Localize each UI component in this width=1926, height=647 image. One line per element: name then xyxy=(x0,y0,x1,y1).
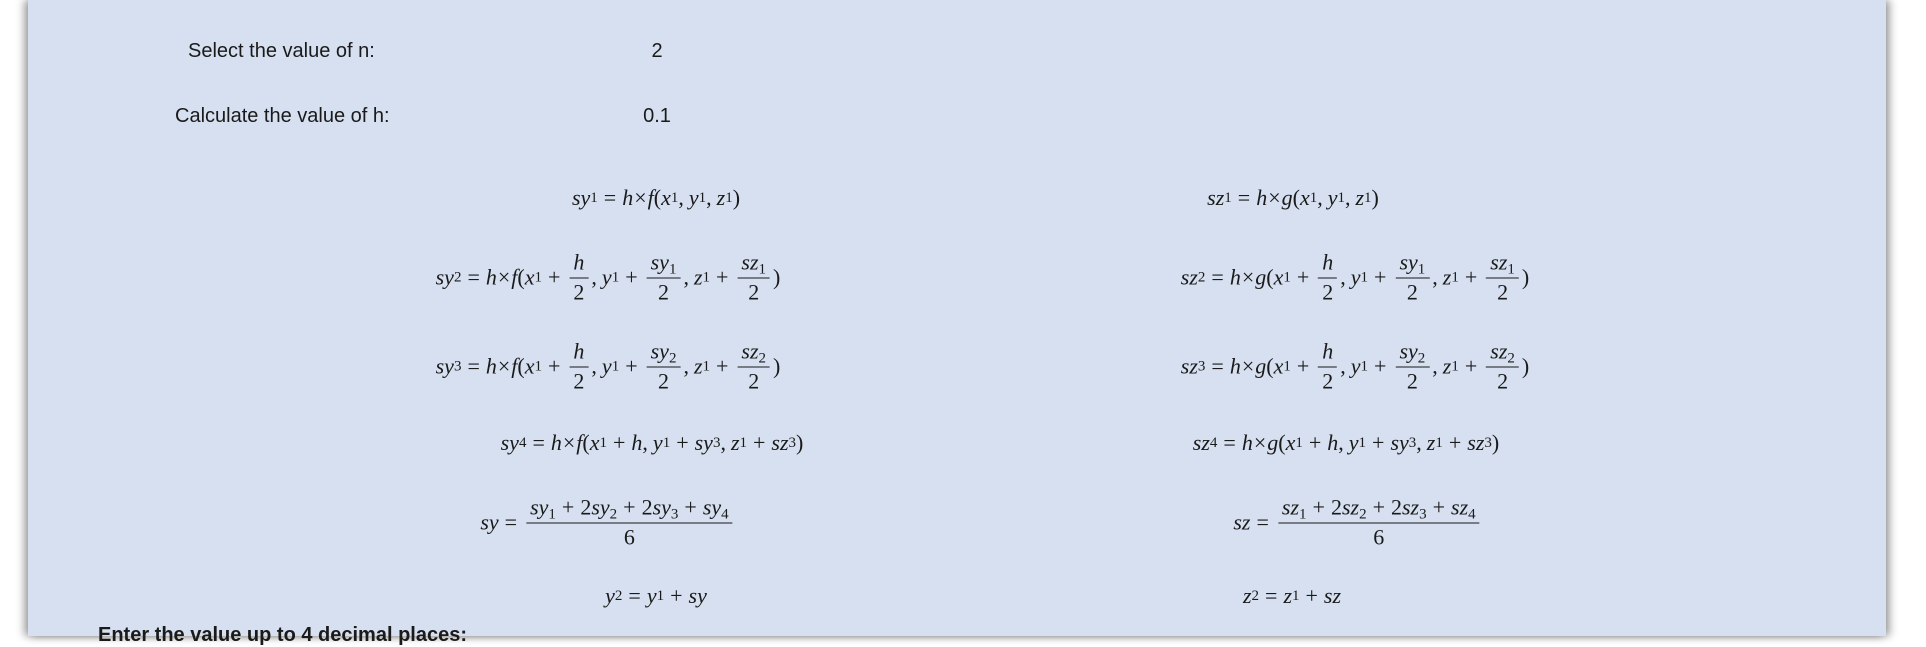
formula-sy4: sy 4 = h × f ( x 1 + h , y 1 + sy 3 , z 1 + sz 3 ) xyxy=(500,430,804,455)
formula-sz3: sz 3 = h × g ( x 1 + $\frac{h}{2}$ , y 1 + $\frac{sy_2}{2}$ , z 1 + $\frac{sz_2}{2}$ ) xyxy=(1180,338,1530,394)
formula-sy2: sy 2 = h × f ( x 1 + $\frac{h}{2}$ , y 1 + $\frac{sy_1}{2}$ , z 1 + $\frac{sz_1}{2}$ ) xyxy=(435,249,781,305)
formula-sz1: sz 1 = h × g ( x 1 , y 1 , z 1 ) xyxy=(1207,185,1379,210)
formula-sy3: sy 3 = h × f ( x 1 + $\frac{h}{2}$ , y 1 + $\frac{sy_2}{2}$ , z 1 + $\frac{sz_2}{2}$ ) xyxy=(435,338,781,394)
n-label: Select the value of n: xyxy=(188,40,375,62)
h-label: Calculate the value of h: xyxy=(175,105,390,127)
n-value: 2 xyxy=(651,40,663,62)
content-panel xyxy=(28,0,1886,646)
formula-sy1: sy 1 = h × f ( x 1 , y 1 , z 1 ) xyxy=(571,185,741,210)
formula-sz4: sz 4 = h × g ( x 1 + h , y 1 + sy 3 , z 1 + sz 3 ) xyxy=(1192,430,1500,455)
formula-z2: z 2 = z 1 + sz xyxy=(1242,583,1342,608)
decimal-instruction: Enter the value up to 4 decimal places: xyxy=(98,624,468,646)
formula-y2: y 2 = y 1 + sy xyxy=(605,583,707,608)
formula-sz2: sz 2 = h × g ( x 1 + $\frac{h}{2}$ , y 1 + $\frac{sy_1}{2}$ , z 1 + $\frac{sz_1}{2}$ ) xyxy=(1180,249,1530,305)
formula-sz: sz = $\frac{sz_1 + 2sz_2 + 2sz_3 + sz_4}{6}$ xyxy=(1233,496,1482,549)
formula-sy: sy = $\frac{sy_1 + 2sy_2 + 2sy_3 + sy_4}{6}$ xyxy=(480,496,735,549)
h-value: 0.1 xyxy=(643,105,671,127)
